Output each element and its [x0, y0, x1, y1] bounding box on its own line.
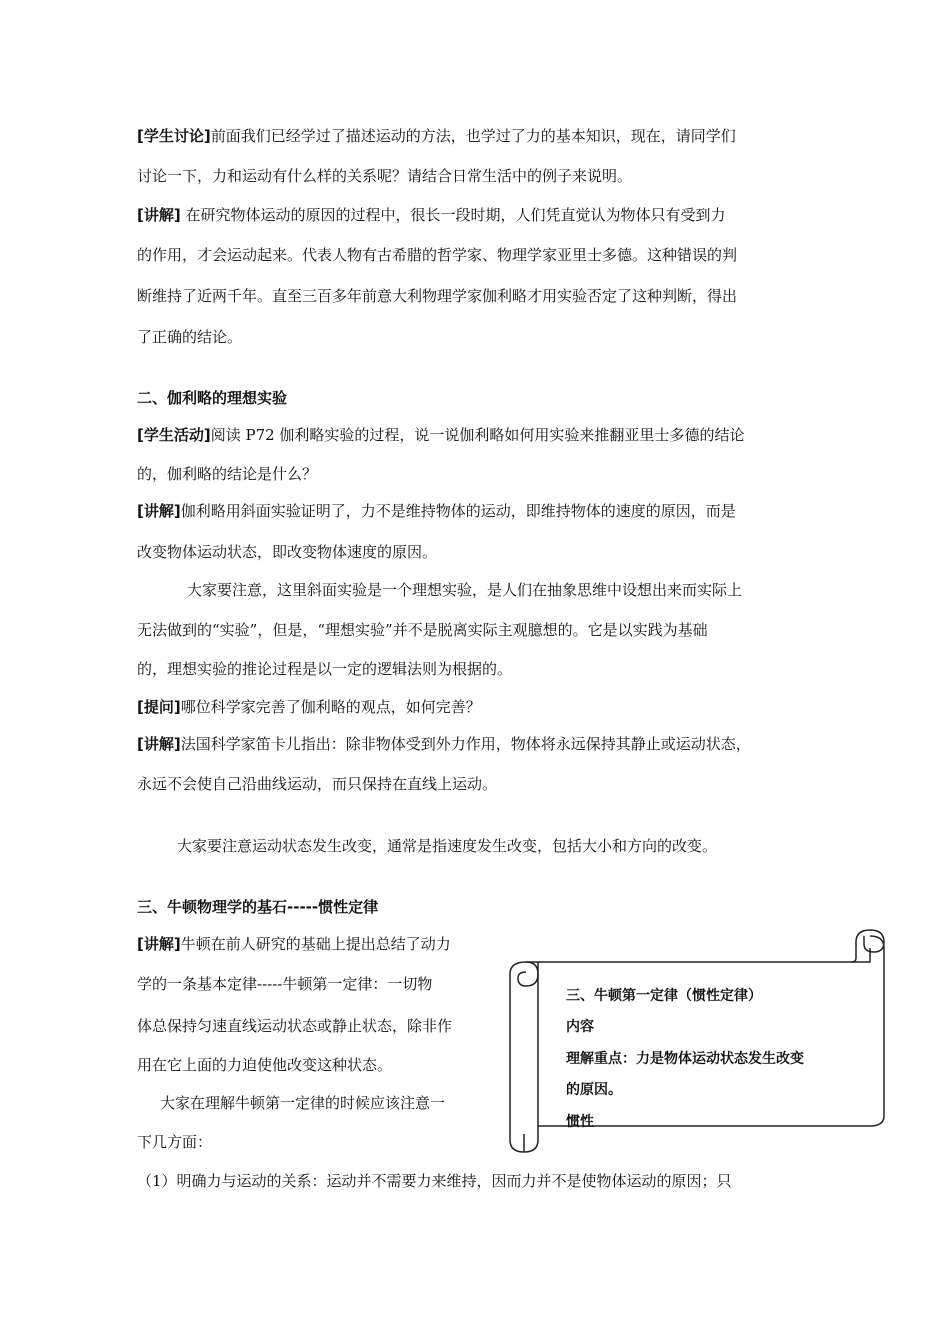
paragraph-explanation-4: [137, 934, 497, 954]
text-line: 牛顿在前人研究的基础上提出总结了动力: [180, 935, 451, 953]
section-heading-newton: 三、牛顿物理学的基石-----惯性定律: [137, 898, 379, 916]
text-line: 断维持了近两千年。直至三百多年前意大利物理学家伽利略才用实验否定了这种判断，得出: [137, 287, 738, 305]
tag-explanation: [讲解]: [137, 735, 181, 753]
text-line: 大家要注意运动状态发生改变，通常是指速度发生改变，包括大小和方向的改变。: [177, 837, 718, 855]
tag-student-activity: [学生活动]: [137, 426, 211, 444]
text-line: 前面我们已经学过了描述运动的方法，也学过了力的基本知识，现在，请同学们: [210, 127, 736, 145]
paragraph-student-activity: [137, 425, 827, 445]
scroll-text-line: 理解重点：力是物体运动状态发生改变: [566, 1051, 804, 1067]
paragraph-explanation-2: [137, 501, 827, 521]
scroll-text-line: 内容: [566, 1019, 594, 1035]
text-line: 讨论一下，力和运动有什么样的关系呢？请结合日常生活中的例子来说明。: [137, 167, 633, 185]
text-line: 哪位科学家完善了伽利略的观点，如何完善？: [180, 698, 481, 716]
text-line: 了正确的结论。: [137, 328, 243, 346]
scroll-text-line: 惯性: [566, 1114, 594, 1130]
text-line: 体总保持匀速直线运动状态或静止状态，除非作: [137, 1017, 453, 1035]
paragraph-explanation-1: [137, 205, 827, 225]
text-line: 的，理想实验的推论过程是以一定的逻辑法则为根据的。: [137, 660, 513, 678]
scroll-text-line: 的原因。: [566, 1082, 622, 1098]
text-line: 在研究物体运动的原因的过程中，很长一段时期，人们凭直觉认为物体只有受到力: [180, 206, 726, 224]
tag-question: [提问]: [137, 698, 181, 716]
text-line: （1）明确力与运动的关系：运动并不需要力来维持，因而力并不是使物体运动的原因；只: [137, 1172, 732, 1190]
text-line: 的，伽利略的结论是什么？: [137, 465, 318, 483]
text-line: 大家在理解牛顿第一定律的时候应该注意一: [160, 1094, 446, 1112]
tag-explanation: [讲解]: [137, 935, 181, 953]
text-line: 无法做到的“实验”，但是，“理想实验”并不是脱离实际主观臆想的。它是以实践为基础: [137, 621, 708, 639]
text-line: 阅读 P72 伽利略实验的过程，说一说伽利略如何用实验来推翻亚里士多德的结论: [210, 426, 745, 444]
paragraph-explanation-3: [137, 734, 827, 754]
paragraph-student-discussion: [137, 126, 827, 146]
text-line: 的作用，才会运动起来。代表人物有古希腊的哲学家、物理学家亚里士多德。这种错误的判: [137, 246, 738, 264]
text-line: 大家要注意，这里斜面实验是一个理想实验，是人们在抽象思维中设想出来而实际上: [187, 581, 743, 599]
text-line: 永远不会使自己沿曲线运动，而只保持在直线上运动。: [137, 775, 498, 793]
text-line: 下几方面：: [137, 1133, 213, 1151]
text-line: 法国科学家笛卡儿指出：除非物体受到外力作用，物体将永远保持其静止或运动状态，: [180, 735, 751, 753]
tag-explanation: [讲解]: [137, 502, 181, 520]
text-line: 伽利略用斜面实验证明了，力不是维持物体的运动，即维持物体的速度的原因，而是: [180, 502, 736, 520]
text-line: 学的一条基本定律-----牛顿第一定律：一切物: [137, 975, 433, 993]
text-line: 用在它上面的力迫使他改变这种状态。: [137, 1056, 393, 1074]
tag-explanation: [讲解]: [137, 206, 181, 224]
paragraph-question: [137, 697, 827, 717]
section-heading-galileo: 二、伽利略的理想实验: [137, 389, 288, 407]
scroll-title: 三、牛顿第一定律（惯性定律）: [566, 988, 762, 1004]
text-line: 改变物体运动状态，即改变物体速度的原因。: [137, 543, 438, 561]
tag-student-discussion: [学生讨论]: [137, 127, 211, 145]
